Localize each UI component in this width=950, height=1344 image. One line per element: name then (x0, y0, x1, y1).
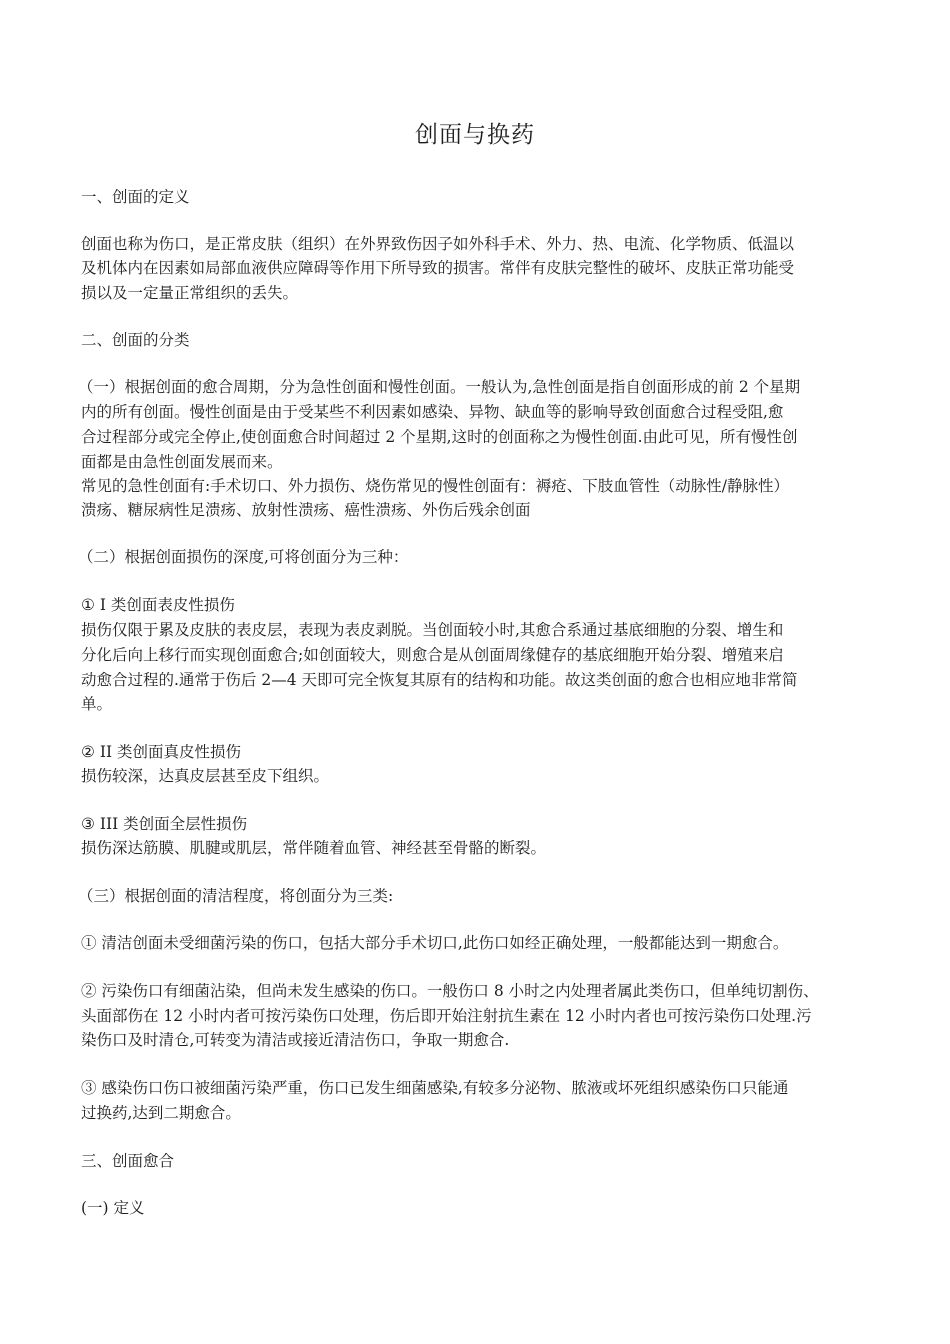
paragraph-line: ③ 感染伤口伤口被细菌污染严重，伤口已发生细菌感染,有较多分泌物、脓液或坏死组织感染伤口只能通 (81, 1079, 789, 1097)
subsection-heading: （三）根据创面的清洁程度，将创面分为三类: (78, 887, 394, 905)
paragraph-line: 合过程部分或完全停止,使创面愈合时间超过 2 个星期,这时的创面称之为慢性创面.由此可见，所有慢性创 (81, 428, 798, 446)
list-item-heading: ① I 类创面表皮性损伤 (81, 596, 235, 614)
paragraph-line: 损以及一定量正常组织的丢失。 (81, 284, 299, 302)
paragraph-line: 单。 (81, 695, 113, 713)
paragraph-line: 分化后向上移行而实现创面愈合;如创面较大，则愈合是从创面周缘健存的基底细胞开始分裂、增殖来启 (81, 646, 784, 664)
subsection-heading: （二）根据创面损伤的深度,可将创面分为三种： (78, 548, 409, 566)
paragraph-line: 动愈合过程的.通常于伤后 2—4 天即可完全恢复其原有的结构和功能。故这类创面的愈合也相应地非常简 (81, 671, 798, 689)
list-item-heading: ③ III 类创面全层性损伤 (81, 815, 248, 833)
paragraph-line: 常见的急性创面有:手术切口、外力损伤、烧伤常见的慢性创面有：褥疮、下肢血管性（动脉性/静脉性） (81, 477, 789, 495)
paragraph-line: 过换药,达到二期愈合。 (81, 1104, 241, 1122)
paragraph-line: 面都是由急性创面发展而来。 (81, 453, 283, 471)
paragraph-line: （一）根据创面的愈合周期，分为急性创面和慢性创面。一般认为,急性创面是指自创面形成的前 2 个星期 (78, 378, 801, 396)
paragraph-line: 溃疡、糖尿病性足溃疡、放射性溃疡、癌性溃疡、外伤后残余创面 (81, 501, 531, 519)
section-heading-1: 一、创面的定义 (81, 188, 190, 206)
paragraph-line: 染伤口及时清仓,可转变为清洁或接近清洁伤口，争取一期愈合. (81, 1031, 510, 1049)
paragraph-line: 损伤深达筋膜、肌腱或肌层，常伴随着血管、神经甚至骨骼的断裂。 (81, 839, 547, 857)
paragraph-line: ② 污染伤口有细菌沾染，但尚未发生感染的伤口。一般伤口 8 小时之内处理者属此类伤口，但单纯切割伤、 (81, 982, 819, 1000)
paragraph-line: 内的所有创面。慢性创面是由于受某些不利因素如感染、异物、缺血等的影响导致创面愈合过程受阻,愈 (81, 403, 784, 421)
document-title: 创面与换药 (415, 122, 535, 148)
paragraph-line: 损伤仅限于累及皮肤的表皮层，表现为表皮剥脱。当创面较小时,其愈合系通过基底细胞的分裂、增生和 (81, 621, 784, 639)
paragraph-line: ① 清洁创面未受细菌污染的伤口，包括大部分手术切口,此伤口如经正确处理，一般都能达到一期愈合。 (81, 934, 789, 952)
section-heading-2: 二、创面的分类 (81, 331, 190, 349)
paragraph-line: 及机体内在因素如局部血液供应障碍等作用下所导致的损害。常伴有皮肤完整性的破坏、皮肤正常功能受 (81, 259, 795, 277)
section-heading-3: 三、创面愈合 (81, 1152, 175, 1170)
paragraph-line: 损伤较深，达真皮层甚至皮下组织。 (81, 767, 330, 785)
paragraph-line: 头面部伤在 12 小时内者可按污染伤口处理，伤后即开始注射抗生素在 12 小时内者也可按污染伤口处理.污 (81, 1007, 812, 1025)
paragraph-line: 创面也称为伤口，是正常皮肤（组织）在外界致伤因子如外科手术、外力、热、电流、化学物质、低温以 (81, 235, 795, 253)
list-item-heading: ② II 类创面真皮性损伤 (81, 743, 241, 761)
subsection-heading: (一) 定义 (81, 1199, 145, 1217)
